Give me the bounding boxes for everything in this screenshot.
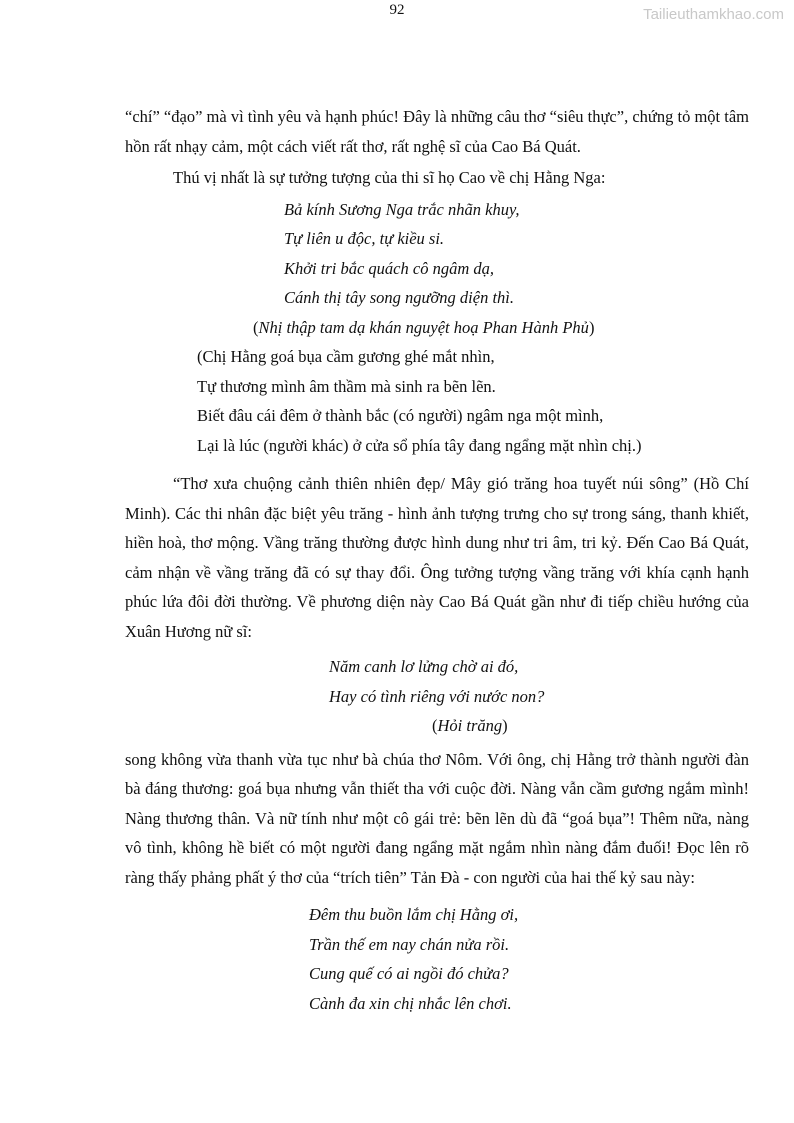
verse-line: Năm canh lơ lửng chờ ai đó, bbox=[329, 657, 519, 676]
verse-line: Khởi tri bắc quách cô ngâm dạ, bbox=[284, 258, 494, 278]
verse-line: Đêm thu buồn lắm chị Hằng ơi, bbox=[309, 905, 519, 924]
source-title: Nhị thập tam dạ khán nguyệt hoạ Phan Hành Phủ bbox=[258, 317, 589, 337]
page-number: 92 bbox=[389, 2, 405, 18]
verse-line: Bả kính Sương Nga trắc nhãn khuy, bbox=[284, 199, 520, 219]
poem-translation bbox=[197, 342, 749, 460]
poem-sino-vietnamese bbox=[284, 195, 749, 313]
translation-line: Tự thương mình âm thầm mà sinh ra bẽn lẽn. bbox=[197, 376, 496, 396]
translation-line: (Chị Hằng goá bụa cầm gương ghé mắt nhìn, bbox=[197, 347, 495, 366]
poem-tan-da bbox=[309, 900, 749, 1018]
verse-line: Tự liên u độc, tự kiều si. bbox=[284, 229, 445, 248]
verse-line: Trần thế em nay chán nửa rồi. bbox=[309, 934, 510, 954]
translation-line: Lại là lúc (người khác) ở cửa sổ phía tây đang ngẩng mặt nhìn chị.) bbox=[197, 435, 642, 455]
poem-hoi-trang bbox=[329, 652, 749, 711]
page-content bbox=[125, 102, 749, 1018]
source-close-paren: ) bbox=[502, 716, 508, 735]
watermark: Tailieuthamkhao.com bbox=[643, 6, 784, 23]
source-close-paren: ) bbox=[588, 317, 595, 337]
source-open-paren: ( bbox=[432, 716, 438, 735]
paragraph-3: “Thơ xưa chuộng cảnh thiên nhiên đẹp/ Mây gió trăng hoa tuyết núi sông” (Hồ Chí Minh). Các thi nhân đặc biệt yêu trăng - hình ảnh tượng trưng cho sự trong sáng, thanh khiết, hiền hoà, thơ mộng. Vầng trăng thường được hình dung như tri âm, tri kỷ. Đến Cao Bá Quát, cảm nhận về vầng trăng đã có sự thay đổi. Ông tưởng tượng vầng trăng với khía cạnh hạnh phúc lứa đôi đời thường. Về phương diện này Cao Bá Quát gần như đi tiếp chiều hướng của Xuân Hương nữ sĩ: bbox=[125, 474, 749, 641]
verse-line: Cung quế có ai ngồi đó chửa? bbox=[309, 964, 509, 983]
verse-line: Cành đa xin chị nhắc lên chơi. bbox=[309, 993, 512, 1013]
paragraph-2: Thú vị nhất là sự tưởng tượng của thi sĩ họ Cao về chị Hằng Nga: bbox=[173, 168, 606, 187]
source-open-paren: ( bbox=[253, 317, 259, 337]
source-title: Hỏi trăng bbox=[437, 716, 503, 735]
translation-line: Biết đâu cái đêm ở thành bắc (có người) ngâm nga một mình, bbox=[197, 406, 604, 425]
paragraph-1: “chí” “đạo” mà vì tình yêu và hạnh phúc! Đây là những câu thơ “siêu thực”, chứng tỏ một tâm hồn rất nhạy cảm, một cách viết rất thơ, rất nghệ sĩ của Cao Bá Quát. bbox=[125, 107, 749, 156]
paragraph-4: song không vừa thanh vừa tục như bà chúa thơ Nôm. Với ông, chị Hằng trở thành người đàn bà đáng thương: goá bụa nhưng vẫn thiết tha với cuộc đời. Nàng vẫn cầm gương ngắm mình! Nàng thương thân. Và nữ tính như một cô gái trẻ: bẽn lẽn dù đã “goá bụa”! Thêm nữa, nàng vô tình, không hề biết có một người đang ngẩng mặt ngắm nhìn nàng đắm đuối! Đọc lên rõ ràng thấy phảng phất ý thơ của “trích tiên” Tản Đà - con người của hai thế kỷ sau này: bbox=[125, 749, 749, 887]
poem-source-citation bbox=[253, 313, 749, 343]
poem-source-citation bbox=[432, 711, 749, 741]
verse-line: Hay có tình riêng với nước non? bbox=[329, 686, 545, 706]
verse-line: Cánh thị tây song ngưỡng diện thì. bbox=[284, 288, 515, 307]
